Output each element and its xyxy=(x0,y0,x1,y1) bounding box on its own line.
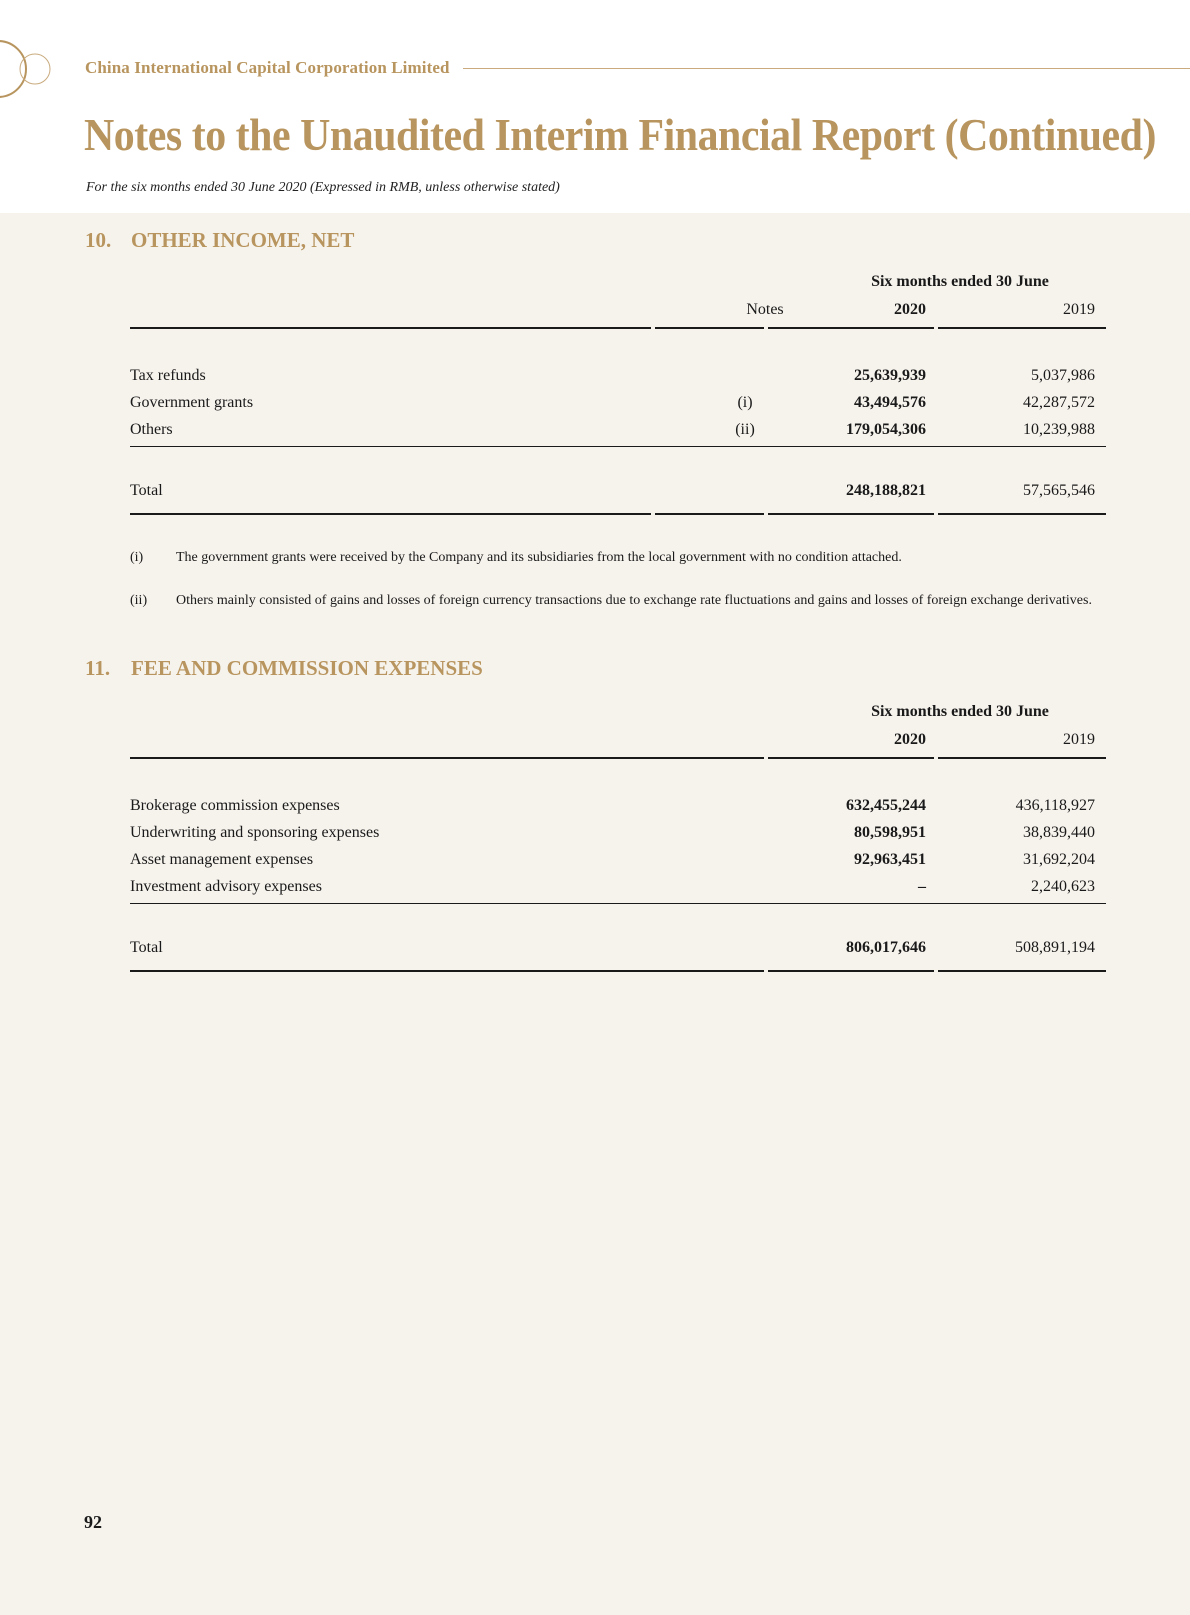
table-row xyxy=(130,797,1106,819)
row-value-2019: 436,118,927 xyxy=(1015,797,1095,814)
rule-gap xyxy=(651,512,655,515)
total-value-2019: 57,565,546 xyxy=(1023,482,1095,499)
rule-gap xyxy=(764,326,768,329)
notes-header: Notes xyxy=(746,301,784,318)
section-11-number: 11. xyxy=(85,656,111,680)
rule-gap xyxy=(934,326,938,329)
column-2019-header: 2019 xyxy=(1063,731,1095,748)
total-rule xyxy=(130,970,1106,972)
section-11-title xyxy=(85,656,483,681)
row-note: (ii) xyxy=(735,421,755,438)
rule-gap xyxy=(764,756,768,759)
subtotal-rule xyxy=(130,903,1106,904)
row-value-2019: 5,037,986 xyxy=(1031,367,1095,384)
column-2019-header: 2019 xyxy=(1063,301,1095,318)
section-10-title xyxy=(85,228,354,253)
row-value-2020: 25,639,939 xyxy=(854,367,926,384)
total-row xyxy=(130,939,1106,961)
row-value-2020: 179,054,306 xyxy=(846,421,926,438)
row-label: Underwriting and sponsoring expenses xyxy=(130,824,380,841)
table-row xyxy=(130,367,1106,389)
rule-gap xyxy=(934,756,938,759)
row-value-2020: 632,455,244 xyxy=(846,797,926,814)
row-note: (i) xyxy=(737,394,753,411)
row-label: Asset management expenses xyxy=(130,851,314,868)
header-rule xyxy=(463,68,1190,69)
row-value-2019: 10,239,988 xyxy=(1023,421,1095,438)
header-rule xyxy=(130,757,1106,759)
rule-gap xyxy=(651,326,655,329)
total-rule xyxy=(130,513,1106,515)
total-row xyxy=(130,482,1106,504)
section-10-heading: OTHER INCOME, NET xyxy=(131,228,355,252)
page-subtitle: For the six months ended 30 June 2020 (Expressed in RMB, unless otherwise stated) xyxy=(86,180,560,195)
company-name: China International Capital Corporation Limited xyxy=(85,58,450,77)
row-value-2020: 43,494,576 xyxy=(854,394,926,411)
table-row xyxy=(130,878,1106,900)
table-row xyxy=(130,394,1106,416)
row-value-2019: 2,240,623 xyxy=(1031,878,1095,895)
row-value-2020: – xyxy=(918,878,926,895)
rule-gap xyxy=(764,512,768,515)
footnote-tag: (i) xyxy=(130,550,144,565)
table-row xyxy=(130,824,1106,846)
period-header: Six months ended 30 June xyxy=(871,703,1049,720)
table-row xyxy=(130,421,1106,443)
section-11-heading: FEE AND COMMISSION EXPENSES xyxy=(131,656,483,680)
footnote-tag: (ii) xyxy=(130,593,148,608)
section-10-number: 10. xyxy=(85,228,112,252)
row-label: Government grants xyxy=(130,394,254,411)
row-value-2019: 42,287,572 xyxy=(1023,394,1095,411)
rule-gap xyxy=(764,969,768,972)
total-label: Total xyxy=(130,939,163,956)
page-title: Notes to the Unaudited Interim Financial Report (Continued) xyxy=(84,109,1156,160)
header-rule xyxy=(130,327,1106,329)
footnote-ii xyxy=(130,590,1106,634)
row-label: Others xyxy=(130,421,173,438)
row-value-2020: 92,963,451 xyxy=(854,851,926,868)
row-value-2019: 38,839,440 xyxy=(1023,824,1095,841)
footnote-text: The government grants were received by the Company and its subsidiaries from the local government with no condition attached. xyxy=(176,550,902,565)
double-circle-logo-icon xyxy=(0,40,60,100)
row-label: Investment advisory expenses xyxy=(130,878,322,895)
row-value-2020: 80,598,951 xyxy=(854,824,926,841)
subtotal-rule xyxy=(130,446,1106,447)
row-value-2019: 31,692,204 xyxy=(1023,851,1095,868)
period-header: Six months ended 30 June xyxy=(871,273,1049,290)
total-value-2020: 806,017,646 xyxy=(846,939,926,956)
rule-gap xyxy=(934,969,938,972)
footnote-text: Others mainly consisted of gains and losses of foreign currency transactions due to exchange rate fluctuations and gains and losses of foreign exchange derivatives. xyxy=(176,593,1092,608)
total-value-2020: 248,188,821 xyxy=(846,482,926,499)
rule-gap xyxy=(934,512,938,515)
column-2020-header: 2020 xyxy=(894,301,926,318)
total-label: Total xyxy=(130,482,163,499)
row-label: Brokerage commission expenses xyxy=(130,797,340,814)
table-row xyxy=(130,851,1106,873)
footnote-i xyxy=(130,547,1106,569)
column-2020-header: 2020 xyxy=(894,731,926,748)
total-value-2019: 508,891,194 xyxy=(1015,939,1095,956)
row-label: Tax refunds xyxy=(130,367,206,384)
page-number: 92 xyxy=(84,1512,102,1532)
